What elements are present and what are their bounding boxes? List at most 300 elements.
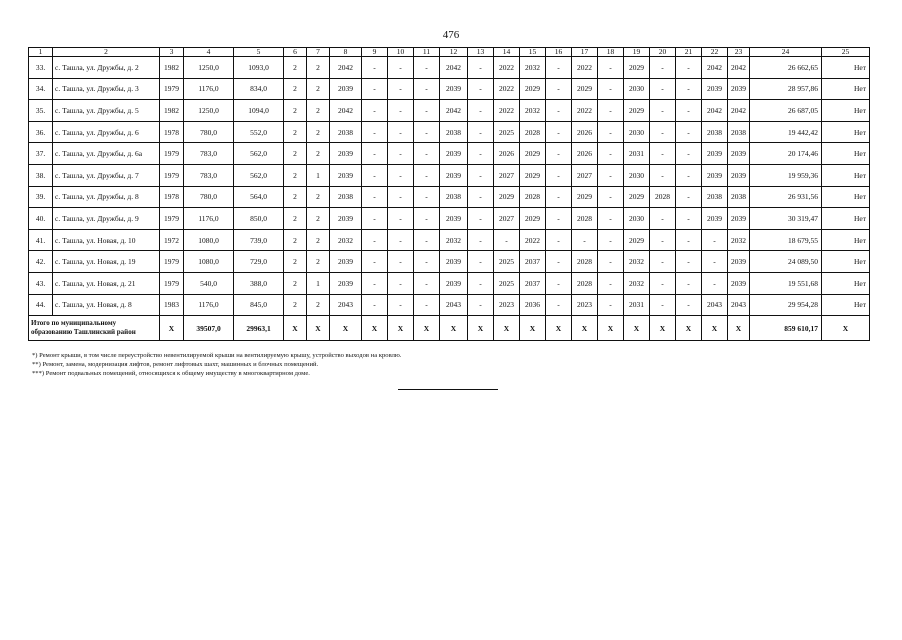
- table-cell: -: [414, 294, 440, 316]
- column-number: 2: [53, 48, 160, 57]
- column-number: 18: [598, 48, 624, 57]
- cost-cell: 18 679,55: [750, 229, 822, 251]
- table-cell: -: [388, 294, 414, 316]
- cost-cell: 26 662,65: [750, 57, 822, 79]
- table-cell: -: [598, 294, 624, 316]
- cost-cell: 29 954,28: [750, 294, 822, 316]
- table-cell: 562,0: [234, 164, 284, 186]
- address-cell: с. Ташла, ул. Новая, д. 21: [53, 272, 160, 294]
- table-cell: 2038: [728, 121, 750, 143]
- table-cell: -: [468, 57, 494, 79]
- table-cell: 850,0: [234, 208, 284, 230]
- table-cell: -: [546, 272, 572, 294]
- table-cell: -: [650, 208, 676, 230]
- table-cell: -: [362, 100, 388, 122]
- table-cell: -: [414, 186, 440, 208]
- cost-cell: 20 174,46: [750, 143, 822, 165]
- table-cell: 2038: [728, 186, 750, 208]
- table-cell: -: [414, 164, 440, 186]
- table-cell: 2029: [624, 229, 650, 251]
- table-cell: 2038: [330, 121, 362, 143]
- table-row: [29, 57, 870, 79]
- table-cell: 2028: [572, 272, 598, 294]
- column-number: 16: [546, 48, 572, 57]
- table-cell: 2038: [440, 121, 468, 143]
- table-cell: -: [598, 186, 624, 208]
- table-cell: 2029: [572, 186, 598, 208]
- table-cell: 2026: [572, 143, 598, 165]
- table-cell: 1250,0: [184, 57, 234, 79]
- table-cell: 2042: [728, 100, 750, 122]
- table-cell: 2039: [702, 78, 728, 100]
- total-cell: 859 610,17: [750, 316, 822, 341]
- cost-cell: 28 957,86: [750, 78, 822, 100]
- table-cell: -: [598, 164, 624, 186]
- column-number: 10: [388, 48, 414, 57]
- table-cell: 2: [307, 143, 330, 165]
- table-cell: 834,0: [234, 78, 284, 100]
- table-cell: -: [598, 208, 624, 230]
- table-cell: 2: [307, 294, 330, 316]
- table-cell: 2032: [624, 272, 650, 294]
- column-number: 7: [307, 48, 330, 57]
- column-number: 23: [728, 48, 750, 57]
- footnote-elevators: **) Ремонт, замена, модернизация лифтов, ремонт лифтовых шахт, машинных и блочных помещений.: [32, 361, 319, 368]
- table-cell: 2029: [520, 143, 546, 165]
- table-cell: -: [468, 272, 494, 294]
- column-number: 17: [572, 48, 598, 57]
- table-row: [29, 78, 870, 100]
- table-cell: 35.: [29, 100, 53, 122]
- total-cell: X: [362, 316, 388, 341]
- table-cell: 2028: [572, 208, 598, 230]
- table-cell: -: [388, 164, 414, 186]
- table-cell: 43.: [29, 272, 53, 294]
- table-cell: -: [598, 57, 624, 79]
- table-cell: 2039: [440, 78, 468, 100]
- table-cell: -: [362, 78, 388, 100]
- table-cell: -: [546, 78, 572, 100]
- table-cell: -: [546, 143, 572, 165]
- table-cell: -: [650, 100, 676, 122]
- table-row: [29, 164, 870, 186]
- table-cell: 2030: [624, 78, 650, 100]
- table-cell: 2025: [494, 121, 520, 143]
- table-cell: -: [414, 121, 440, 143]
- table-cell: 2039: [702, 208, 728, 230]
- address-cell: с. Ташла, ул. Дружбы, д. 9: [53, 208, 160, 230]
- table-cell: 2023: [494, 294, 520, 316]
- table-row: [29, 272, 870, 294]
- table-cell: 2039: [728, 143, 750, 165]
- total-cell: X: [468, 316, 494, 341]
- separator-line: [398, 389, 498, 390]
- column-number: 13: [468, 48, 494, 57]
- status-cell: Нет: [822, 272, 870, 294]
- table-cell: 2031: [624, 143, 650, 165]
- column-number: 15: [520, 48, 546, 57]
- table-cell: 2027: [494, 164, 520, 186]
- table-cell: 2022: [494, 78, 520, 100]
- table-cell: -: [362, 164, 388, 186]
- table-cell: -: [676, 57, 702, 79]
- table-cell: -: [702, 272, 728, 294]
- table-cell: 2039: [330, 251, 362, 273]
- table-cell: 36.: [29, 121, 53, 143]
- table-cell: 2029: [520, 78, 546, 100]
- table-row: [29, 121, 870, 143]
- table-cell: 2022: [572, 100, 598, 122]
- table-cell: 2039: [440, 164, 468, 186]
- table-cell: -: [414, 208, 440, 230]
- table-cell: 2036: [520, 294, 546, 316]
- table-cell: 845,0: [234, 294, 284, 316]
- table-cell: -: [676, 164, 702, 186]
- table-cell: -: [468, 100, 494, 122]
- table-cell: 780,0: [184, 121, 234, 143]
- table-cell: 1: [307, 164, 330, 186]
- column-number: 3: [160, 48, 184, 57]
- table-cell: -: [650, 143, 676, 165]
- table-cell: 2027: [572, 164, 598, 186]
- footnote-roof: *) Ремонт крыши, в том числе переустройство невентилируемой крыши на вентилируемую крышу, устройство выходов на кровлю.: [32, 352, 402, 359]
- table-cell: -: [468, 294, 494, 316]
- table-cell: 2: [284, 208, 307, 230]
- table-row: [29, 294, 870, 316]
- table-cell: 1: [307, 272, 330, 294]
- table-cell: 2025: [494, 272, 520, 294]
- table-cell: 2: [284, 143, 307, 165]
- table-cell: 2028: [572, 251, 598, 273]
- table-cell: 2039: [728, 78, 750, 100]
- table-row: [29, 186, 870, 208]
- table-cell: -: [650, 251, 676, 273]
- column-number: 5: [234, 48, 284, 57]
- table-cell: -: [468, 78, 494, 100]
- table-cell: -: [546, 186, 572, 208]
- cost-cell: 30 319,47: [750, 208, 822, 230]
- total-cell: 39507,0: [184, 316, 234, 341]
- cost-cell: 26 931,56: [750, 186, 822, 208]
- total-cell: X: [728, 316, 750, 341]
- table-cell: -: [702, 229, 728, 251]
- status-cell: Нет: [822, 294, 870, 316]
- cost-cell: 19 442,42: [750, 121, 822, 143]
- table-cell: 2042: [440, 100, 468, 122]
- status-cell: Нет: [822, 78, 870, 100]
- table-cell: 2042: [728, 57, 750, 79]
- table-cell: -: [598, 272, 624, 294]
- table-cell: -: [650, 57, 676, 79]
- table-cell: 2039: [728, 164, 750, 186]
- table-cell: 2023: [572, 294, 598, 316]
- column-number: 9: [362, 48, 388, 57]
- total-cell: X: [702, 316, 728, 341]
- table-row: [29, 100, 870, 122]
- status-cell: Нет: [822, 164, 870, 186]
- table-cell: 552,0: [234, 121, 284, 143]
- page-number: 476: [442, 29, 460, 41]
- table-cell: -: [388, 272, 414, 294]
- table-cell: -: [414, 143, 440, 165]
- total-cell: X: [284, 316, 307, 341]
- table-cell: 2022: [494, 100, 520, 122]
- table-cell: -: [362, 272, 388, 294]
- table-cell: 2039: [330, 272, 362, 294]
- table-cell: 1982: [160, 100, 184, 122]
- table-cell: 2: [284, 164, 307, 186]
- table-cell: 1979: [160, 143, 184, 165]
- cost-cell: 19 551,68: [750, 272, 822, 294]
- table-cell: 2029: [624, 57, 650, 79]
- table-cell: -: [362, 294, 388, 316]
- table-cell: 2039: [330, 143, 362, 165]
- table-cell: -: [702, 251, 728, 273]
- status-cell: Нет: [822, 251, 870, 273]
- status-cell: Нет: [822, 57, 870, 79]
- table-cell: 2032: [624, 251, 650, 273]
- table-cell: 1978: [160, 121, 184, 143]
- table-cell: -: [650, 294, 676, 316]
- table-cell: 388,0: [234, 272, 284, 294]
- table-cell: -: [650, 229, 676, 251]
- table-cell: -: [546, 208, 572, 230]
- table-cell: 2039: [728, 272, 750, 294]
- total-cell: X: [650, 316, 676, 341]
- table-cell: -: [388, 57, 414, 79]
- table-cell: 42.: [29, 251, 53, 273]
- table-cell: -: [546, 164, 572, 186]
- column-number: 24: [750, 48, 822, 57]
- status-cell: Нет: [822, 143, 870, 165]
- table-cell: 2: [284, 57, 307, 79]
- table-cell: -: [650, 272, 676, 294]
- table-cell: 1972: [160, 229, 184, 251]
- table-cell: 2037: [520, 251, 546, 273]
- table-cell: -: [676, 251, 702, 273]
- table-cell: 2026: [572, 121, 598, 143]
- total-row: [29, 316, 870, 341]
- table-cell: 2039: [702, 164, 728, 186]
- table-cell: 2038: [440, 186, 468, 208]
- address-cell: с. Ташла, ул. Дружбы, д. 2: [53, 57, 160, 79]
- status-cell: Нет: [822, 100, 870, 122]
- table-cell: -: [388, 208, 414, 230]
- total-cell: X: [440, 316, 468, 341]
- table-cell: 2029: [520, 208, 546, 230]
- table-cell: 40.: [29, 208, 53, 230]
- table-cell: 1176,0: [184, 208, 234, 230]
- table-row: [29, 208, 870, 230]
- table-cell: 1979: [160, 272, 184, 294]
- table-cell: 2039: [728, 251, 750, 273]
- table-cell: 2: [284, 121, 307, 143]
- address-cell: с. Ташла, ул. Дружбы, д. 5: [53, 100, 160, 122]
- total-cell: X: [572, 316, 598, 341]
- table-cell: 2032: [728, 229, 750, 251]
- table-cell: 2039: [440, 143, 468, 165]
- table-cell: -: [414, 272, 440, 294]
- cost-cell: 24 089,50: [750, 251, 822, 273]
- table-cell: 2: [307, 57, 330, 79]
- table-cell: -: [598, 100, 624, 122]
- table-cell: -: [414, 78, 440, 100]
- table-cell: 783,0: [184, 164, 234, 186]
- table-cell: -: [546, 100, 572, 122]
- total-cell: X: [388, 316, 414, 341]
- table-cell: 2: [284, 78, 307, 100]
- address-cell: с. Ташла, ул. Дружбы, д. 6: [53, 121, 160, 143]
- table-cell: 39.: [29, 186, 53, 208]
- table-cell: 1176,0: [184, 78, 234, 100]
- table-cell: -: [546, 121, 572, 143]
- table-cell: -: [362, 251, 388, 273]
- table-cell: 1080,0: [184, 229, 234, 251]
- table-cell: 1093,0: [234, 57, 284, 79]
- table-cell: 1979: [160, 208, 184, 230]
- table-cell: -: [414, 57, 440, 79]
- table-cell: -: [468, 164, 494, 186]
- table-cell: -: [468, 186, 494, 208]
- table-cell: 2042: [330, 100, 362, 122]
- table-cell: 2: [284, 294, 307, 316]
- total-cell: X: [160, 316, 184, 341]
- table-cell: -: [362, 208, 388, 230]
- table-cell: 2042: [702, 57, 728, 79]
- table-cell: -: [676, 229, 702, 251]
- table-cell: 2032: [440, 229, 468, 251]
- column-number: 4: [184, 48, 234, 57]
- table-cell: 2038: [702, 121, 728, 143]
- cost-cell: 19 959,36: [750, 164, 822, 186]
- table-cell: 2027: [494, 208, 520, 230]
- table-cell: 2043: [728, 294, 750, 316]
- total-cell: X: [676, 316, 702, 341]
- column-number: 6: [284, 48, 307, 57]
- column-number: 12: [440, 48, 468, 57]
- table-cell: 2029: [494, 186, 520, 208]
- table-cell: -: [388, 143, 414, 165]
- table-cell: -: [650, 121, 676, 143]
- total-cell: X: [598, 316, 624, 341]
- table-cell: 2030: [624, 121, 650, 143]
- column-number: 19: [624, 48, 650, 57]
- table-cell: 780,0: [184, 186, 234, 208]
- table-cell: 2: [284, 229, 307, 251]
- table-cell: 2030: [624, 208, 650, 230]
- column-number: 21: [676, 48, 702, 57]
- table-cell: 41.: [29, 229, 53, 251]
- column-number: 20: [650, 48, 676, 57]
- table-cell: -: [546, 251, 572, 273]
- total-cell: X: [520, 316, 546, 341]
- address-cell: с. Ташла, ул. Новая, д. 19: [53, 251, 160, 273]
- table-cell: -: [414, 229, 440, 251]
- status-cell: Нет: [822, 229, 870, 251]
- table-cell: -: [546, 57, 572, 79]
- cost-cell: 26 687,05: [750, 100, 822, 122]
- table-cell: -: [676, 272, 702, 294]
- table-cell: -: [468, 121, 494, 143]
- table-cell: 37.: [29, 143, 53, 165]
- table-cell: 2: [284, 186, 307, 208]
- column-number: 1: [29, 48, 53, 57]
- table-cell: 540,0: [184, 272, 234, 294]
- total-cell: X: [546, 316, 572, 341]
- table-cell: -: [546, 229, 572, 251]
- table-cell: 2: [307, 121, 330, 143]
- table-cell: -: [598, 229, 624, 251]
- table-cell: 2029: [520, 164, 546, 186]
- table-cell: 2: [307, 208, 330, 230]
- table-cell: 2030: [624, 164, 650, 186]
- table-cell: 2038: [702, 186, 728, 208]
- table-cell: -: [388, 186, 414, 208]
- table-cell: 2043: [440, 294, 468, 316]
- total-cell: X: [822, 316, 870, 341]
- table-cell: 2043: [702, 294, 728, 316]
- table-cell: 2039: [440, 272, 468, 294]
- total-cell: X: [494, 316, 520, 341]
- address-cell: с. Ташла, ул. Новая, д. 10: [53, 229, 160, 251]
- status-cell: Нет: [822, 208, 870, 230]
- table-cell: 2032: [520, 100, 546, 122]
- table-cell: 2022: [494, 57, 520, 79]
- table-cell: 2042: [702, 100, 728, 122]
- table-cell: -: [676, 121, 702, 143]
- address-cell: с. Ташла, ул. Новая, д. 8: [53, 294, 160, 316]
- table-cell: -: [598, 78, 624, 100]
- table-cell: -: [388, 78, 414, 100]
- total-cell: X: [414, 316, 440, 341]
- address-cell: с. Ташла, ул. Дружбы, д. 7: [53, 164, 160, 186]
- table-cell: 2: [284, 272, 307, 294]
- table-cell: -: [546, 294, 572, 316]
- table-cell: 2029: [624, 100, 650, 122]
- total-cell: X: [330, 316, 362, 341]
- total-label: Итого по муниципальному образованию Ташлинский район: [29, 316, 160, 341]
- table-cell: -: [676, 143, 702, 165]
- table-cell: 34.: [29, 78, 53, 100]
- table-cell: 2: [307, 100, 330, 122]
- table-cell: -: [650, 78, 676, 100]
- table-cell: 2: [284, 100, 307, 122]
- table-cell: 2043: [330, 294, 362, 316]
- table-cell: 2032: [520, 57, 546, 79]
- column-number: 11: [414, 48, 440, 57]
- footnote-basements: ***) Ремонт подвальных помещений, относящихся к общему имуществу в многоквартирном доме.: [32, 370, 310, 377]
- column-number: 14: [494, 48, 520, 57]
- table-cell: -: [676, 100, 702, 122]
- table-cell: 2: [307, 186, 330, 208]
- table-cell: 1979: [160, 164, 184, 186]
- table-cell: -: [572, 229, 598, 251]
- table-cell: 38.: [29, 164, 53, 186]
- table-cell: 2039: [440, 251, 468, 273]
- table-cell: -: [468, 208, 494, 230]
- column-number: 22: [702, 48, 728, 57]
- table-cell: -: [388, 229, 414, 251]
- table-cell: 739,0: [234, 229, 284, 251]
- table-cell: 2: [307, 78, 330, 100]
- table-cell: 2028: [650, 186, 676, 208]
- table-cell: 1176,0: [184, 294, 234, 316]
- table-cell: -: [468, 229, 494, 251]
- table-cell: -: [414, 100, 440, 122]
- table-cell: -: [676, 78, 702, 100]
- address-cell: с. Ташла, ул. Дружбы, д. 6а: [53, 143, 160, 165]
- table-cell: 562,0: [234, 143, 284, 165]
